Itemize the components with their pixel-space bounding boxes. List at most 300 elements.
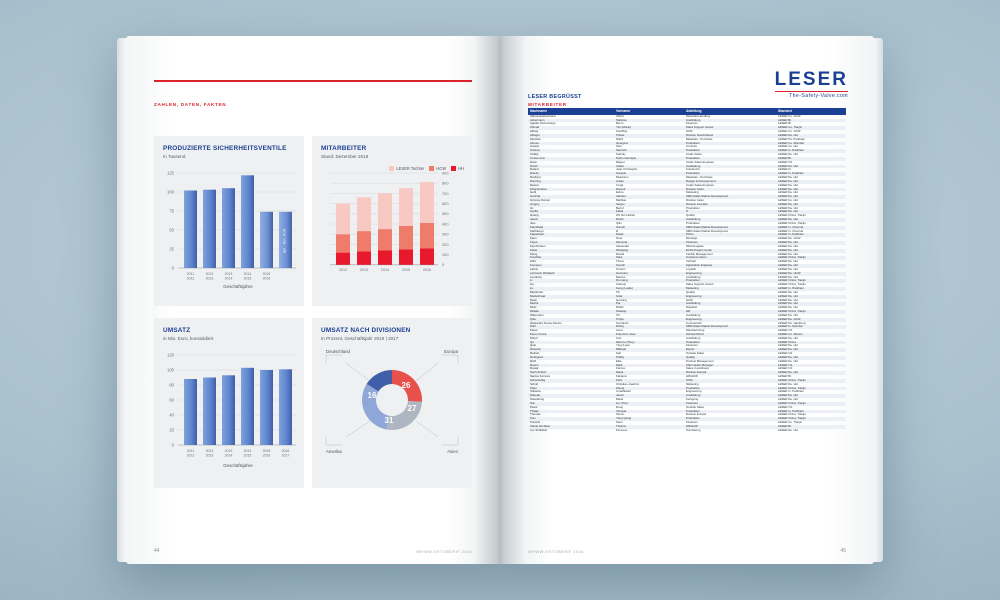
table-cell: LESER De. HH xyxy=(778,427,798,432)
employee-table xyxy=(528,108,846,433)
table-cell: Liu xyxy=(530,282,534,287)
page-number-left: 44 xyxy=(154,548,160,554)
table-cell: Thomas xyxy=(530,412,541,417)
table-cell: Werkzeugbau xyxy=(686,243,704,248)
table-cell: Ausbildung xyxy=(686,163,701,168)
svg-text:2016: 2016 xyxy=(262,276,271,281)
table-cell: Qilin xyxy=(616,220,622,225)
table-cell: LESER Br. xyxy=(778,121,792,126)
table-cell: Kandhatla xyxy=(530,224,544,229)
table-cell: Thora xyxy=(616,259,624,264)
table-cell: Keller xyxy=(530,247,538,252)
chart-panel-production xyxy=(154,136,304,306)
svg-text:2014: 2014 xyxy=(380,268,390,272)
table-cell: Division Deutschland xyxy=(686,132,713,137)
top-rule-left xyxy=(154,80,472,82)
table-cell: Finanzen xyxy=(686,121,698,126)
table-cell: LESER China, Tianjin xyxy=(778,213,806,218)
table-cell: LESER Br. xyxy=(778,423,792,428)
page-number-right: 45 xyxy=(840,548,846,554)
svg-text:20: 20 xyxy=(169,427,174,433)
table-cell: Mattschraat xyxy=(530,293,546,298)
table-cell: Elke xyxy=(616,358,622,363)
table-cell: LESER De. HH xyxy=(778,335,798,340)
table-cell: Montage xyxy=(686,236,698,241)
table-cell: Knoshke xyxy=(530,255,542,260)
table-cell: Marketing xyxy=(686,190,699,195)
table-cell: Shan xyxy=(530,385,537,390)
table-cell: SMD-Sales Market Development xyxy=(686,324,729,329)
svg-text:400: 400 xyxy=(442,221,449,227)
pie-label-deutschland: Deutschland xyxy=(326,349,350,354)
table-cell: Sales Coordinator xyxy=(686,366,710,371)
table-cell: Ausbildung xyxy=(686,217,701,222)
table-cell: Santosh xyxy=(616,148,627,153)
table-cell: Wolfgang xyxy=(616,247,629,252)
table-cell: Starode xyxy=(530,393,541,398)
table-cell: Mikhael xyxy=(616,347,626,352)
table-cell: Torbjo xyxy=(616,316,624,321)
table-cell: Zheng xyxy=(616,385,625,390)
pie-value-asien: 31 xyxy=(384,416,394,425)
table-cell: LESER US xyxy=(778,404,793,409)
table-cell: Christian-Joachim xyxy=(616,381,640,386)
table-cell: LESER Br. xyxy=(778,117,792,122)
svg-text:2016: 2016 xyxy=(422,268,432,272)
table-cell: Karin xyxy=(616,420,623,425)
table-cell: Alanber xyxy=(616,194,626,199)
table-cell: Controls xyxy=(686,144,697,149)
table-cell: Pena Correa xyxy=(530,331,547,336)
table-cell: LESER De. HH xyxy=(778,205,798,210)
table-cell: Debert xyxy=(530,167,539,172)
table-cell: LESER Co. HH xyxy=(778,198,798,202)
table-cell: Facility Management xyxy=(686,251,713,256)
chart-revenue xyxy=(154,341,304,473)
svg-text:2017: 2017 xyxy=(281,453,290,458)
table-cell: Gitta xyxy=(616,293,623,298)
table-cell: Fertigung xyxy=(686,397,699,402)
table-cell: Quality xyxy=(686,213,695,218)
table-cell: LESER De. HH xyxy=(778,266,798,271)
pie-value-amerika: 16 xyxy=(367,391,377,400)
table-cell: Gehrsla xyxy=(530,194,541,199)
table-cell: Swantje xyxy=(616,309,627,314)
footer-right: WHWW.OKTOBERIF 2016 xyxy=(528,549,584,554)
table-cell: Finanzen xyxy=(686,240,698,245)
table-cell: Udo xyxy=(616,335,622,340)
svg-text:2014: 2014 xyxy=(224,276,233,281)
table-cell: LESER De. HH xyxy=(778,163,798,168)
left-page xyxy=(126,36,500,564)
table-cell: Produktion xyxy=(686,220,700,225)
table-cell: Kerchnhaun xyxy=(530,243,546,248)
table-cell: Röhl xyxy=(530,358,536,363)
table-cell: Tukuchi xyxy=(530,420,541,425)
svg-text:2012: 2012 xyxy=(205,272,214,276)
table-cell: Bernd xyxy=(616,205,624,210)
table-cell: Rodriguez xyxy=(530,354,544,359)
table-cell: Frankreich xyxy=(686,167,700,172)
table-cell: Maria xyxy=(616,370,624,375)
svg-text:100: 100 xyxy=(167,189,174,195)
table-cell: SCM xyxy=(686,129,693,134)
table-cell: Rameho xyxy=(530,347,541,352)
table-cell: Mathias xyxy=(616,198,627,202)
table-cell: Stefanie xyxy=(616,117,627,122)
table-cell: LESER Co. Mexico xyxy=(778,331,803,336)
table-cell: LESER De. HH xyxy=(778,305,798,310)
table-cell: Amaus xyxy=(530,144,539,149)
table-cell: LESER De. HH xyxy=(778,293,798,298)
table-cell: LESER De. HH xyxy=(778,289,798,294)
table-cell: LESER De. HH xyxy=(778,132,798,137)
table-cell: LESER De. Hamburg xyxy=(778,320,806,325)
chart-divisions xyxy=(312,341,472,473)
table-cell: Jiao xyxy=(530,220,536,225)
table-cell: R xyxy=(616,228,619,233)
table-cell: Engineering xyxy=(686,389,702,394)
legend-item-hh xyxy=(451,166,464,171)
table-cell: LESER China, Tianjin xyxy=(778,377,806,382)
table-cell: LESER De. HH xyxy=(778,175,798,180)
table-cell: Produktion xyxy=(686,205,700,210)
table-cell: Division Europa xyxy=(686,370,707,375)
table-cell: Materials Handling xyxy=(686,113,710,118)
svg-text:2015: 2015 xyxy=(262,449,271,453)
chart-title-revenue: UMSATZ xyxy=(163,327,191,334)
svg-text:2015: 2015 xyxy=(401,268,411,272)
table-cell: Georgina xyxy=(616,140,628,145)
table-cell: Ausbildung xyxy=(686,117,701,122)
table-cell: Man bo (Tony) xyxy=(616,339,635,344)
table-cell: LESER De. HH xyxy=(778,381,798,386)
table-cell: SMD-Sales Market Development xyxy=(686,194,729,199)
table-cell: Huang xyxy=(530,213,539,218)
table-cell: LESER De. HH xyxy=(778,393,798,398)
pie-label-asien: Asien xyxy=(447,449,458,454)
table-cell: Till xyxy=(616,289,620,294)
table-cell: Division Asien xyxy=(686,186,704,191)
table-cell: Ganesh xyxy=(616,171,627,176)
table-cell: Marie xyxy=(616,397,624,402)
svg-text:2014: 2014 xyxy=(243,449,252,453)
table-cell: Sales Support Center xyxy=(686,125,714,130)
table-cell: Fatima xyxy=(616,366,625,371)
table-cell: Cevjk xyxy=(616,182,624,187)
table-cell: Produktion xyxy=(686,385,700,390)
pie-value-deutschland: 26 xyxy=(401,381,411,390)
table-cell: Ying (Lisa) xyxy=(616,343,630,348)
table-cell: Meier xyxy=(530,297,538,302)
table-cell: LESER China, Tianjin xyxy=(778,255,806,260)
table-cell: Fabia xyxy=(616,209,624,214)
table-cell: Sergei xyxy=(616,201,625,206)
pie-label-amerika: Amerika xyxy=(326,449,342,454)
svg-text:2013: 2013 xyxy=(224,449,233,453)
table-cell: Li xyxy=(530,278,533,283)
table-cell: Albagui xyxy=(530,132,540,137)
table-cell: Xudoup xyxy=(616,282,626,287)
svg-text:120: 120 xyxy=(167,352,174,358)
table-cell: Patil xyxy=(530,324,536,329)
table-cell: Miguel xyxy=(616,159,625,164)
table-cell: Inside Sales Engineer xyxy=(686,159,715,164)
table-cell: Logistik xyxy=(686,266,696,271)
svg-text:2013: 2013 xyxy=(205,276,214,281)
svg-text:2016: 2016 xyxy=(262,453,271,458)
table-cell: Mohr xyxy=(530,305,537,310)
table-cell: Chafiq xyxy=(530,152,539,157)
table-cell: Engineering xyxy=(686,293,702,298)
table-cell: Lukas xyxy=(616,178,624,183)
table-cell: LESER De. HH xyxy=(778,152,798,157)
table-cell: Sales Support Center xyxy=(686,282,714,287)
table-cell: LESER In. Parkham xyxy=(778,389,804,394)
table-cell: Esbre xyxy=(616,190,624,195)
table-cell: LESER Br. xyxy=(778,374,792,379)
table-cell: Gehl xyxy=(530,190,537,195)
table-cell: Lemarley xyxy=(530,274,542,279)
table-cell: Thalas xyxy=(530,408,539,413)
table-cell: Daniel xyxy=(616,251,625,256)
svg-text:50: 50 xyxy=(169,227,174,233)
table-cell: Division Amerika xyxy=(686,201,708,206)
chart-note-production: Apr. - Nov. 2016 xyxy=(282,228,287,254)
table-cell: Finanzen xyxy=(686,343,698,348)
chart-subtitle-revenue: in Mio. Euro, konsolidiert xyxy=(163,336,214,341)
table-cell: Karl xyxy=(616,351,622,356)
open-magazine xyxy=(126,36,874,564)
table-cell: Henning xyxy=(616,297,627,302)
table-cell: Reihert xyxy=(530,351,540,356)
svg-text:2012: 2012 xyxy=(205,449,214,453)
table-cell: Marketing xyxy=(686,381,699,386)
table-cell: Export xyxy=(686,347,695,352)
svg-text:900: 900 xyxy=(442,170,449,176)
table-cell: LESER Co. HH xyxy=(778,144,798,149)
page-edge-left xyxy=(117,38,126,562)
table-cell: Quality xyxy=(686,289,695,294)
table-header-nachname: Nachname xyxy=(530,109,548,114)
svg-text:80: 80 xyxy=(169,382,174,388)
table-cell: Division Europa xyxy=(686,412,707,417)
table-cell: Offermann xyxy=(530,312,544,317)
table-cell: Aguilar Viera Araujo xyxy=(530,121,556,126)
table-cell: LESER De. HH xyxy=(778,190,798,195)
table-cell: LESER De. HH xyxy=(778,358,798,363)
svg-text:0: 0 xyxy=(171,265,174,271)
svg-text:600: 600 xyxy=(442,201,449,206)
right-page xyxy=(500,36,874,564)
table-cell: Outside Sales xyxy=(686,351,704,356)
table-cell: Alonso xyxy=(530,140,539,145)
table-cell: LESER De. HCW xyxy=(778,270,801,275)
legend-label-hh: HH xyxy=(458,166,464,171)
table-cell: LESER US xyxy=(778,328,793,333)
table-cell: HR/HCW xyxy=(686,374,698,379)
table-cell: Outside Sales xyxy=(686,404,704,409)
table-cell: Melnik xyxy=(530,301,539,306)
table-cell: Finanzen xyxy=(686,420,698,425)
table-cell: Abbaszadehanbardi xyxy=(530,113,556,118)
table-cell: Feng (Leslie) xyxy=(616,286,633,291)
svg-text:2012: 2012 xyxy=(186,453,195,458)
svg-text:75: 75 xyxy=(169,208,174,214)
table-cell: LESER Br. xyxy=(778,155,792,160)
table-cell: Produktion xyxy=(686,155,700,160)
table-cell: ECW-Projekt Center xyxy=(686,247,713,252)
svg-text:2013: 2013 xyxy=(205,453,214,458)
table-cell: LESER De. HCW xyxy=(778,236,801,241)
table-cell: Materials - Purchase xyxy=(686,136,713,141)
svg-text:2011: 2011 xyxy=(186,449,195,453)
svg-text:100: 100 xyxy=(442,252,449,257)
chart-production xyxy=(154,159,304,291)
table-cell: Grigory xyxy=(530,201,540,206)
table-cell: LESER De. HH xyxy=(778,259,798,264)
table-cell: Kethuly xyxy=(616,152,626,157)
svg-text:2016: 2016 xyxy=(281,449,290,453)
table-cell: Till xyxy=(616,312,620,317)
table-cell: Produktion xyxy=(686,339,700,344)
chart-panel-employees xyxy=(312,136,472,306)
svg-text:125: 125 xyxy=(167,170,174,176)
table-cell: Alexander xyxy=(616,243,630,248)
table-cell: Kordibay xyxy=(616,129,628,134)
table-cell: Dierzing xyxy=(530,178,541,183)
table-cell: LESER De. HH xyxy=(778,251,798,256)
table-cell: Köhl xyxy=(530,259,536,264)
table-cell: Mekanem xyxy=(616,175,629,180)
table-cell: LESER Co. Tianjin xyxy=(778,125,802,130)
table-cell: LESER US xyxy=(778,351,793,356)
table-cell: Materials - Purchase xyxy=(686,175,713,180)
table-cell: Vertrieb xyxy=(686,259,696,264)
table-cell: LESER US xyxy=(778,159,793,164)
table-header-abteilung: Abteilung xyxy=(686,109,702,114)
table-cell: PSCo xyxy=(686,232,694,237)
table-cell: Schenkuffig xyxy=(530,377,546,382)
table-cell: Fabiana xyxy=(616,374,627,379)
table-cell: LESER Co. HCW xyxy=(778,129,801,134)
table-cell: Design & Development xyxy=(686,178,716,183)
table-cell: IT xyxy=(686,209,689,214)
table-cell: LESER De. HH xyxy=(778,194,798,199)
table-cell: Pedro Henrique xyxy=(616,155,637,160)
svg-text:200: 200 xyxy=(442,241,449,247)
table-header-vorname: Vorname xyxy=(616,109,631,114)
svg-text:2012: 2012 xyxy=(186,276,195,281)
table-cell: Produktion xyxy=(686,278,700,283)
table-cell: LESER Co. HCW xyxy=(778,113,801,118)
table-cell: LESER De. HH xyxy=(778,240,798,245)
table-cell: Francisco Jose xyxy=(616,331,636,336)
table-cell: Sun xyxy=(530,400,536,405)
table-cell: Produktion xyxy=(686,408,700,413)
chart-title-production: PRODUZIERTE SICHERHEITSVENTILE xyxy=(163,145,287,152)
table-cell: Kapadnaur xyxy=(530,232,545,237)
svg-text:2013: 2013 xyxy=(224,272,233,276)
table-cell: De Liang xyxy=(616,278,628,283)
svg-text:100: 100 xyxy=(167,367,174,373)
table-cell: Application Engineer xyxy=(686,263,713,268)
table-cell: Rosati xyxy=(530,366,539,371)
table-cell: Impfla xyxy=(530,209,538,214)
table-cell: Ghanchakrat xyxy=(530,186,547,191)
table-cell: Marketing xyxy=(686,286,699,291)
table-cell: LESER De. HH xyxy=(778,201,798,206)
table-cell: Komarov xyxy=(530,263,542,268)
table-cell: Lu xyxy=(530,286,534,291)
table-cell: Afshin xyxy=(616,113,625,118)
table-cell: Produktion xyxy=(686,416,700,421)
table-cell: LESER In. Parkham xyxy=(778,171,804,176)
table-cell: LESER De. HH xyxy=(778,347,798,352)
table-cell: Commercial xyxy=(686,320,702,325)
table-cell: Jacob xyxy=(530,217,538,222)
page-edge-right xyxy=(874,38,883,562)
table-cell: Felix xyxy=(616,377,623,382)
table-cell: Aftermarket Manager xyxy=(686,362,714,367)
table-cell: HR xyxy=(686,309,691,314)
table-cell: LESER In. Mumbai xyxy=(778,324,803,329)
svg-text:800: 800 xyxy=(442,180,449,186)
table-cell: Ackermann xyxy=(530,117,545,122)
svg-text:2013: 2013 xyxy=(359,268,369,272)
table-cell: Lin (Tom) xyxy=(616,400,629,405)
table-cell: Thelma xyxy=(616,423,626,428)
table-cell: LESER China, Tianjin xyxy=(778,412,806,417)
table-cell: Diseby xyxy=(530,171,539,176)
table-cell: LESER China, Tianjin xyxy=(778,416,806,421)
svg-text:2012: 2012 xyxy=(338,268,348,272)
table-cell: Fernando xyxy=(616,320,629,325)
table-cell: Purchasing xyxy=(686,427,701,432)
table-cell: LESER China xyxy=(778,339,796,344)
table-cell: LESER China, Tianjin xyxy=(778,400,806,405)
table-cell: Dano xyxy=(530,159,537,164)
table-cell: LESER Co. Tianjin xyxy=(778,420,802,425)
svg-text:2015: 2015 xyxy=(262,272,271,276)
table-cell: LESER De. HH xyxy=(778,312,798,317)
table-cell: Khalty xyxy=(616,354,625,359)
table-cell: Zhi hui (Hubei) xyxy=(616,213,635,218)
table-cell: Amol xyxy=(616,328,623,333)
table-cell: Roerin xyxy=(530,362,539,367)
svg-text:25: 25 xyxy=(169,246,174,252)
table-cell: Engineering xyxy=(686,270,702,275)
table-cell: LESER Co. Mumbai xyxy=(778,140,804,145)
legend-item-tochter xyxy=(389,166,424,171)
table-cell: LESER De. HH xyxy=(778,370,798,375)
table-cell: Tian xyxy=(530,416,536,421)
table-cell: LESER In. Chennai xyxy=(778,224,804,229)
svg-text:2015: 2015 xyxy=(243,276,252,281)
table-cell: Daunuf xyxy=(616,186,626,191)
table-cell: Srikanta xyxy=(530,389,541,394)
table-cell: Yaz (Murat) xyxy=(616,125,631,130)
table-cell: LESER De. HH xyxy=(778,354,798,359)
table-cell: Santos Ferreira xyxy=(530,374,550,379)
logo-rule xyxy=(775,91,848,93)
table-cell: LESER US xyxy=(778,362,793,367)
table-cell: Kaun xyxy=(530,236,537,241)
table-cell: Kensth xyxy=(616,263,625,268)
table-cell: Mandorter xyxy=(530,289,544,294)
table-cell: Ausbildung xyxy=(686,301,701,306)
table-cell: Jacob xyxy=(616,393,624,398)
